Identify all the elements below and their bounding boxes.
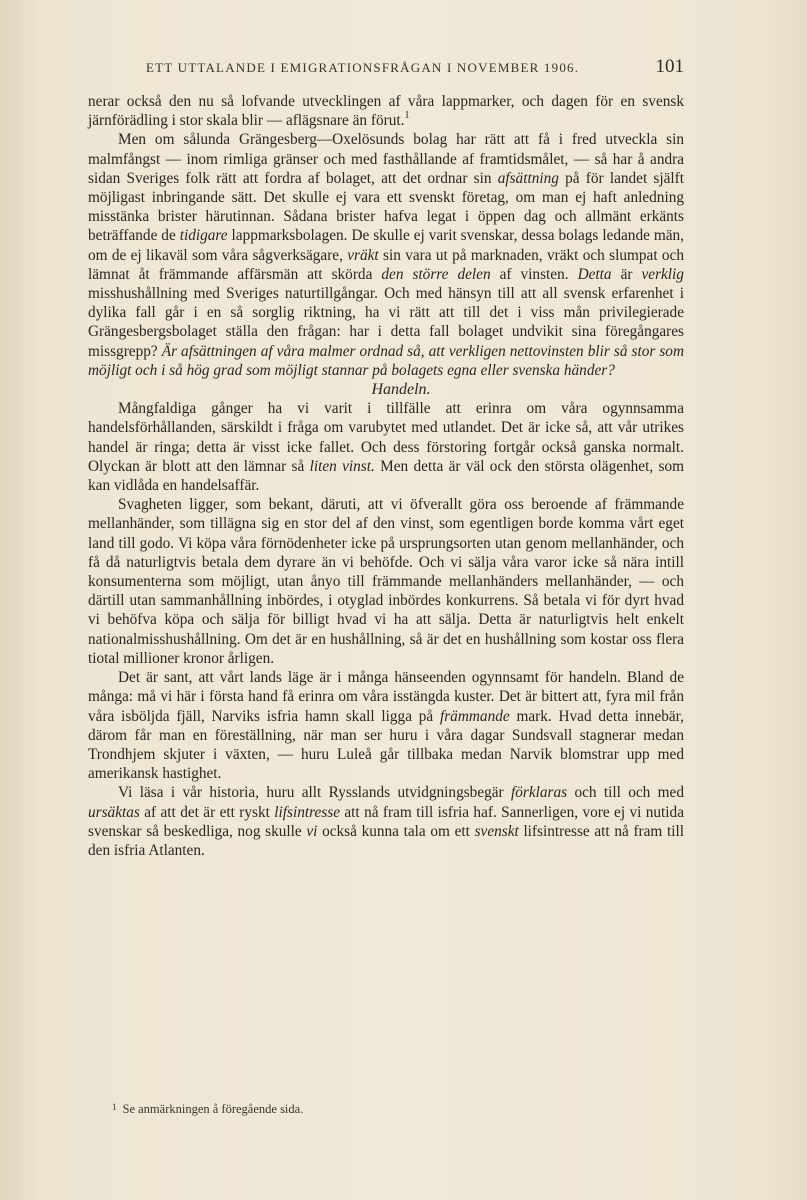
paragraph [88, 668, 684, 783]
text-run: Vi läsa i vår historia, huru allt Rysslands utvidgningsbegär [118, 784, 511, 802]
paragraph [88, 399, 684, 495]
page-header [88, 56, 684, 80]
text-run: mark. Hvad detta innebär, därom får man en föreställning, när man ser huru i våra dagar Sundsvall stagnerar medan Trondhjem skjuter i växten, — huru Luleå går tillbaka medan Narvik blomstrar upp med amerikansk hastighet. [88, 707, 684, 783]
italic-text: liten vinst. [309, 457, 375, 475]
text-run: Svagheten ligger, som bekant, däruti, att vi öfverallt göra oss beroende af främmande mellanhänder, som tillägna sig en stor del af den vinst, som egentligen borde komma vårt eget land till godo. Vi köpa våra förnödenheter icke på ursprungsorten utan genom mellanhänder, och få då naturligtvis betala dem dyrare än vi behöfde. Och vi sälja våra varor icke så nära intill konsumenterna som möjligt, utan ånyo till främmande mellanhänders mellanhänder, — och därtill utan sammanhållning inbördes, i otyglad inbördes konkurrens. Så betala vi för dyrt hvad vi behöfva köpa och sälja för billigt hvad vi ha att sälja. Detta är naturligtvis helt enkelt nationalmisshushållning. Om det är en hushållning, så är det en hushållning som kostar oss flera tiotal millioner kronor årligen. [88, 496, 684, 667]
paragraph [88, 495, 684, 668]
text-run: sin vara ut på marknaden, vräkt och slumpat och lämnat åt främmande affärsmän att skörda [88, 246, 684, 283]
italic-text: vräkt [347, 246, 379, 264]
italic-text: den större delen [381, 265, 491, 283]
paragraphs-after-heading [88, 399, 684, 860]
italic-text: afsättning [497, 169, 559, 187]
text-run: af att det är ett ryskt [139, 803, 275, 821]
italic-text: främmande [439, 707, 510, 725]
body-text [88, 92, 684, 860]
italic-text: svenskt [474, 822, 519, 840]
paragraph [88, 130, 684, 380]
paragraphs-before-heading [88, 92, 684, 380]
italic-text: vi [306, 822, 318, 840]
text-run: på för landet själft möjligast inbringande sätt. Det skulle ej vara ett svenskt företag, om man ej haft anledning misstänka brister härutinnan. Sådana brister hafva legat i öppen dag och allmänt erkänts beträffande de [88, 169, 684, 245]
text-run: af vinsten. [490, 265, 578, 283]
text-run: Men detta är väl ock den största olägenhet, som kan vidlåda en handelsaffär. [88, 457, 684, 495]
italic-text: Detta [577, 265, 612, 283]
section-heading: Handeln. [371, 381, 431, 399]
footnote-marker: 1 [112, 1102, 117, 1112]
text-run: nerar också den nu så lofvande utvecklingen af våra lappmarker, och dagen för en svensk järnförädling i stor skala blir — aflägsnare än förut. [88, 93, 684, 130]
footnote-reference: 1 [404, 110, 410, 122]
text-run: att nå fram till isfria haf. Sannerligen, vore ej vi nutida svenskar så beskedliga, nog skulle [88, 803, 684, 840]
italic-text: förklaras [511, 784, 568, 802]
text-run: lifsintresse att nå fram till den isfria Atlanten. [88, 822, 685, 859]
text-run: Det är sant, att vårt lands läge är i många hänseenden ogynnsamt för handeln. Bland de många: må vi här i första hand få erinra om våra isstängda kuster. Det är bittert att, fyra mil från våra isböljda fjäll, Narviks isfria hamn skall ligga på [88, 669, 684, 725]
text-run: lappmarksbolagen. De skulle ej varit svenskar, dessa bolags ledande män, om de ej likaväl som våra sågverksägare, [88, 227, 685, 264]
italic-text: verklig [641, 265, 684, 283]
italic-text: ursäktas [88, 803, 140, 821]
italic-text: lifsintresse [274, 803, 340, 821]
text-run: misshushållning med Sveriges naturtillgångar. Och med hänsyn till att all svensk erfarenhet i dylika fall går i en så sorglig riktning, ha vi rätt att till det i viss mån privilegierade Grängesbergsbolaget ställa den frågan: har i detta fall bolaget undvikit sina föregångares missgrepp? [88, 285, 684, 360]
text-run: Mångfaldiga gånger ha vi varit i tillfälle att erinra om våra ogynnsamma handelsförhållanden, särskildt i fråga om varubytet med utlandet. Det är icke så, att vår utrikes handel är ringa; detta är visst icke fallet. Och dess förstoring fortgår också ganska normalt. Olyckan är blott att den lämnar så [88, 400, 684, 475]
paragraph [88, 783, 684, 860]
text-run: också kunna tala om ett [317, 822, 475, 840]
text-run: och till och med [567, 784, 684, 802]
page-number: 101 [655, 56, 684, 77]
text-run: är [611, 265, 642, 283]
text-run: Men om sålunda Grängesberg—Oxelösunds bolag har rätt att få i fred utveckla sin malmfångst — inom rimliga gränser och med fasthållande af framtidsmålet, — så har å andra sidan Sveriges folk rätt att fordra af bolaget, att det ordnar sin [88, 131, 684, 187]
italic-text: tidigare [179, 227, 228, 245]
paragraph [88, 92, 684, 130]
footnote-text: Se anmärkningen å föregående sida. [122, 1102, 304, 1116]
running-title: ETT UTTALANDE I EMIGRATIONSFRÅGAN I NOVEMBER 1906. [146, 60, 580, 75]
footnote [112, 1102, 672, 1117]
italic-text: Är afsättningen af våra malmer ordnad så, att verkligen nettovinsten blir så stor som möjligt och i så hög grad som möjligt stannar på bolagets egna eller svenska händer? [88, 342, 685, 379]
